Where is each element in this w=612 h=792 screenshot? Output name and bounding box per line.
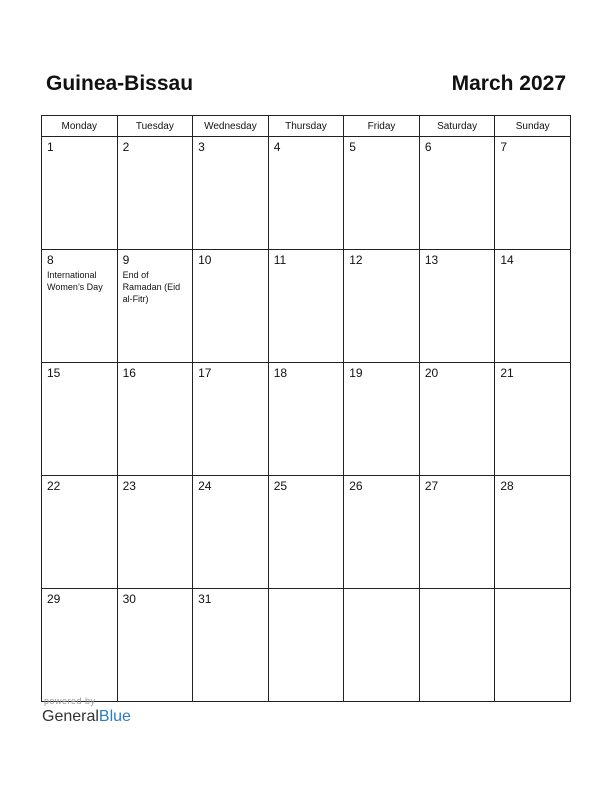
day-cell [419, 250, 495, 363]
day-cell [344, 476, 420, 589]
day-number: 30 [122, 592, 136, 606]
day-cell [419, 137, 495, 250]
day-number: 13 [424, 253, 439, 267]
day-cell [193, 250, 269, 363]
day-cell [495, 476, 571, 589]
day-cell [268, 476, 344, 589]
day-cell [117, 363, 193, 476]
day-number: 10 [198, 253, 212, 267]
day-cell [495, 137, 571, 250]
weekday-header: Wednesday [193, 116, 269, 137]
day-number: 15 [47, 366, 61, 380]
brand-general-text: General [42, 708, 99, 725]
day-cell [344, 137, 420, 250]
weekday-header: Monday [42, 116, 118, 137]
brand-logo[interactable] [42, 708, 131, 726]
empty-day-cell [344, 589, 420, 702]
day-number: 3 [198, 140, 205, 154]
calendar-week-row [42, 250, 571, 363]
day-cell [42, 250, 118, 363]
day-cell [117, 589, 193, 702]
day-number: 8 [47, 253, 54, 267]
day-number: 29 [47, 592, 61, 606]
weekday-header: Thursday [268, 116, 344, 137]
footer-branding [42, 696, 131, 726]
month-title: March 2027 [451, 72, 566, 95]
day-cell [419, 363, 495, 476]
day-cell [268, 137, 344, 250]
day-number: 26 [349, 479, 363, 493]
country-title: Guinea-Bissau [46, 72, 194, 95]
day-number: 5 [349, 140, 356, 154]
weekday-header: Sunday [495, 116, 571, 137]
day-number: 16 [122, 366, 136, 380]
day-number: 11 [273, 253, 287, 267]
calendar-week-row [42, 363, 571, 476]
day-cell [268, 250, 344, 363]
day-cell [268, 363, 344, 476]
calendar-week-row [42, 589, 571, 702]
day-number: 14 [500, 253, 514, 267]
day-cell [193, 363, 269, 476]
day-number: 7 [500, 140, 508, 154]
day-number: 12 [349, 253, 363, 267]
calendar-grid [41, 115, 571, 702]
day-cell [117, 250, 193, 363]
weekday-header: Tuesday [117, 116, 193, 137]
day-number: 1 [47, 140, 54, 154]
day-number: 17 [198, 366, 212, 380]
day-number: 6 [424, 140, 432, 154]
day-number: 28 [500, 479, 514, 493]
day-cell [344, 250, 420, 363]
day-cell [42, 137, 118, 250]
day-number: 31 [198, 592, 212, 606]
day-cell [193, 589, 269, 702]
calendar-week-row [42, 137, 571, 250]
weekday-header: Saturday [419, 116, 495, 137]
day-number: 18 [273, 366, 288, 380]
calendar-week-row [42, 476, 571, 589]
day-cell [42, 589, 118, 702]
empty-day-cell [268, 589, 344, 702]
holiday-label: International Women’s Day [47, 270, 103, 292]
day-number: 20 [424, 366, 439, 380]
day-number: 24 [198, 479, 212, 493]
day-cell [42, 476, 118, 589]
weekday-header: Friday [344, 116, 420, 137]
weekday-header-row [42, 116, 571, 137]
day-cell [117, 137, 193, 250]
day-number: 2 [122, 140, 130, 154]
day-number: 22 [47, 479, 61, 493]
day-cell [495, 250, 571, 363]
day-cell [193, 476, 269, 589]
powered-by-label: powered by [44, 696, 96, 706]
empty-day-cell [495, 589, 571, 702]
day-cell [193, 137, 269, 250]
empty-day-cell [419, 589, 495, 702]
day-number: 19 [349, 366, 363, 380]
day-number: 23 [122, 479, 136, 493]
day-cell [419, 476, 495, 589]
day-number: 4 [273, 140, 281, 154]
day-cell [344, 363, 420, 476]
day-cell [117, 476, 193, 589]
brand-blue-text: Blue [98, 708, 131, 725]
day-cell [42, 363, 118, 476]
day-number: 27 [424, 479, 439, 493]
day-cell [495, 363, 571, 476]
day-number: 9 [122, 253, 130, 267]
holiday-label: End of Ramadan (Eid al-Fitr) [122, 270, 181, 304]
day-number: 21 [500, 366, 514, 380]
day-number: 25 [273, 479, 288, 493]
